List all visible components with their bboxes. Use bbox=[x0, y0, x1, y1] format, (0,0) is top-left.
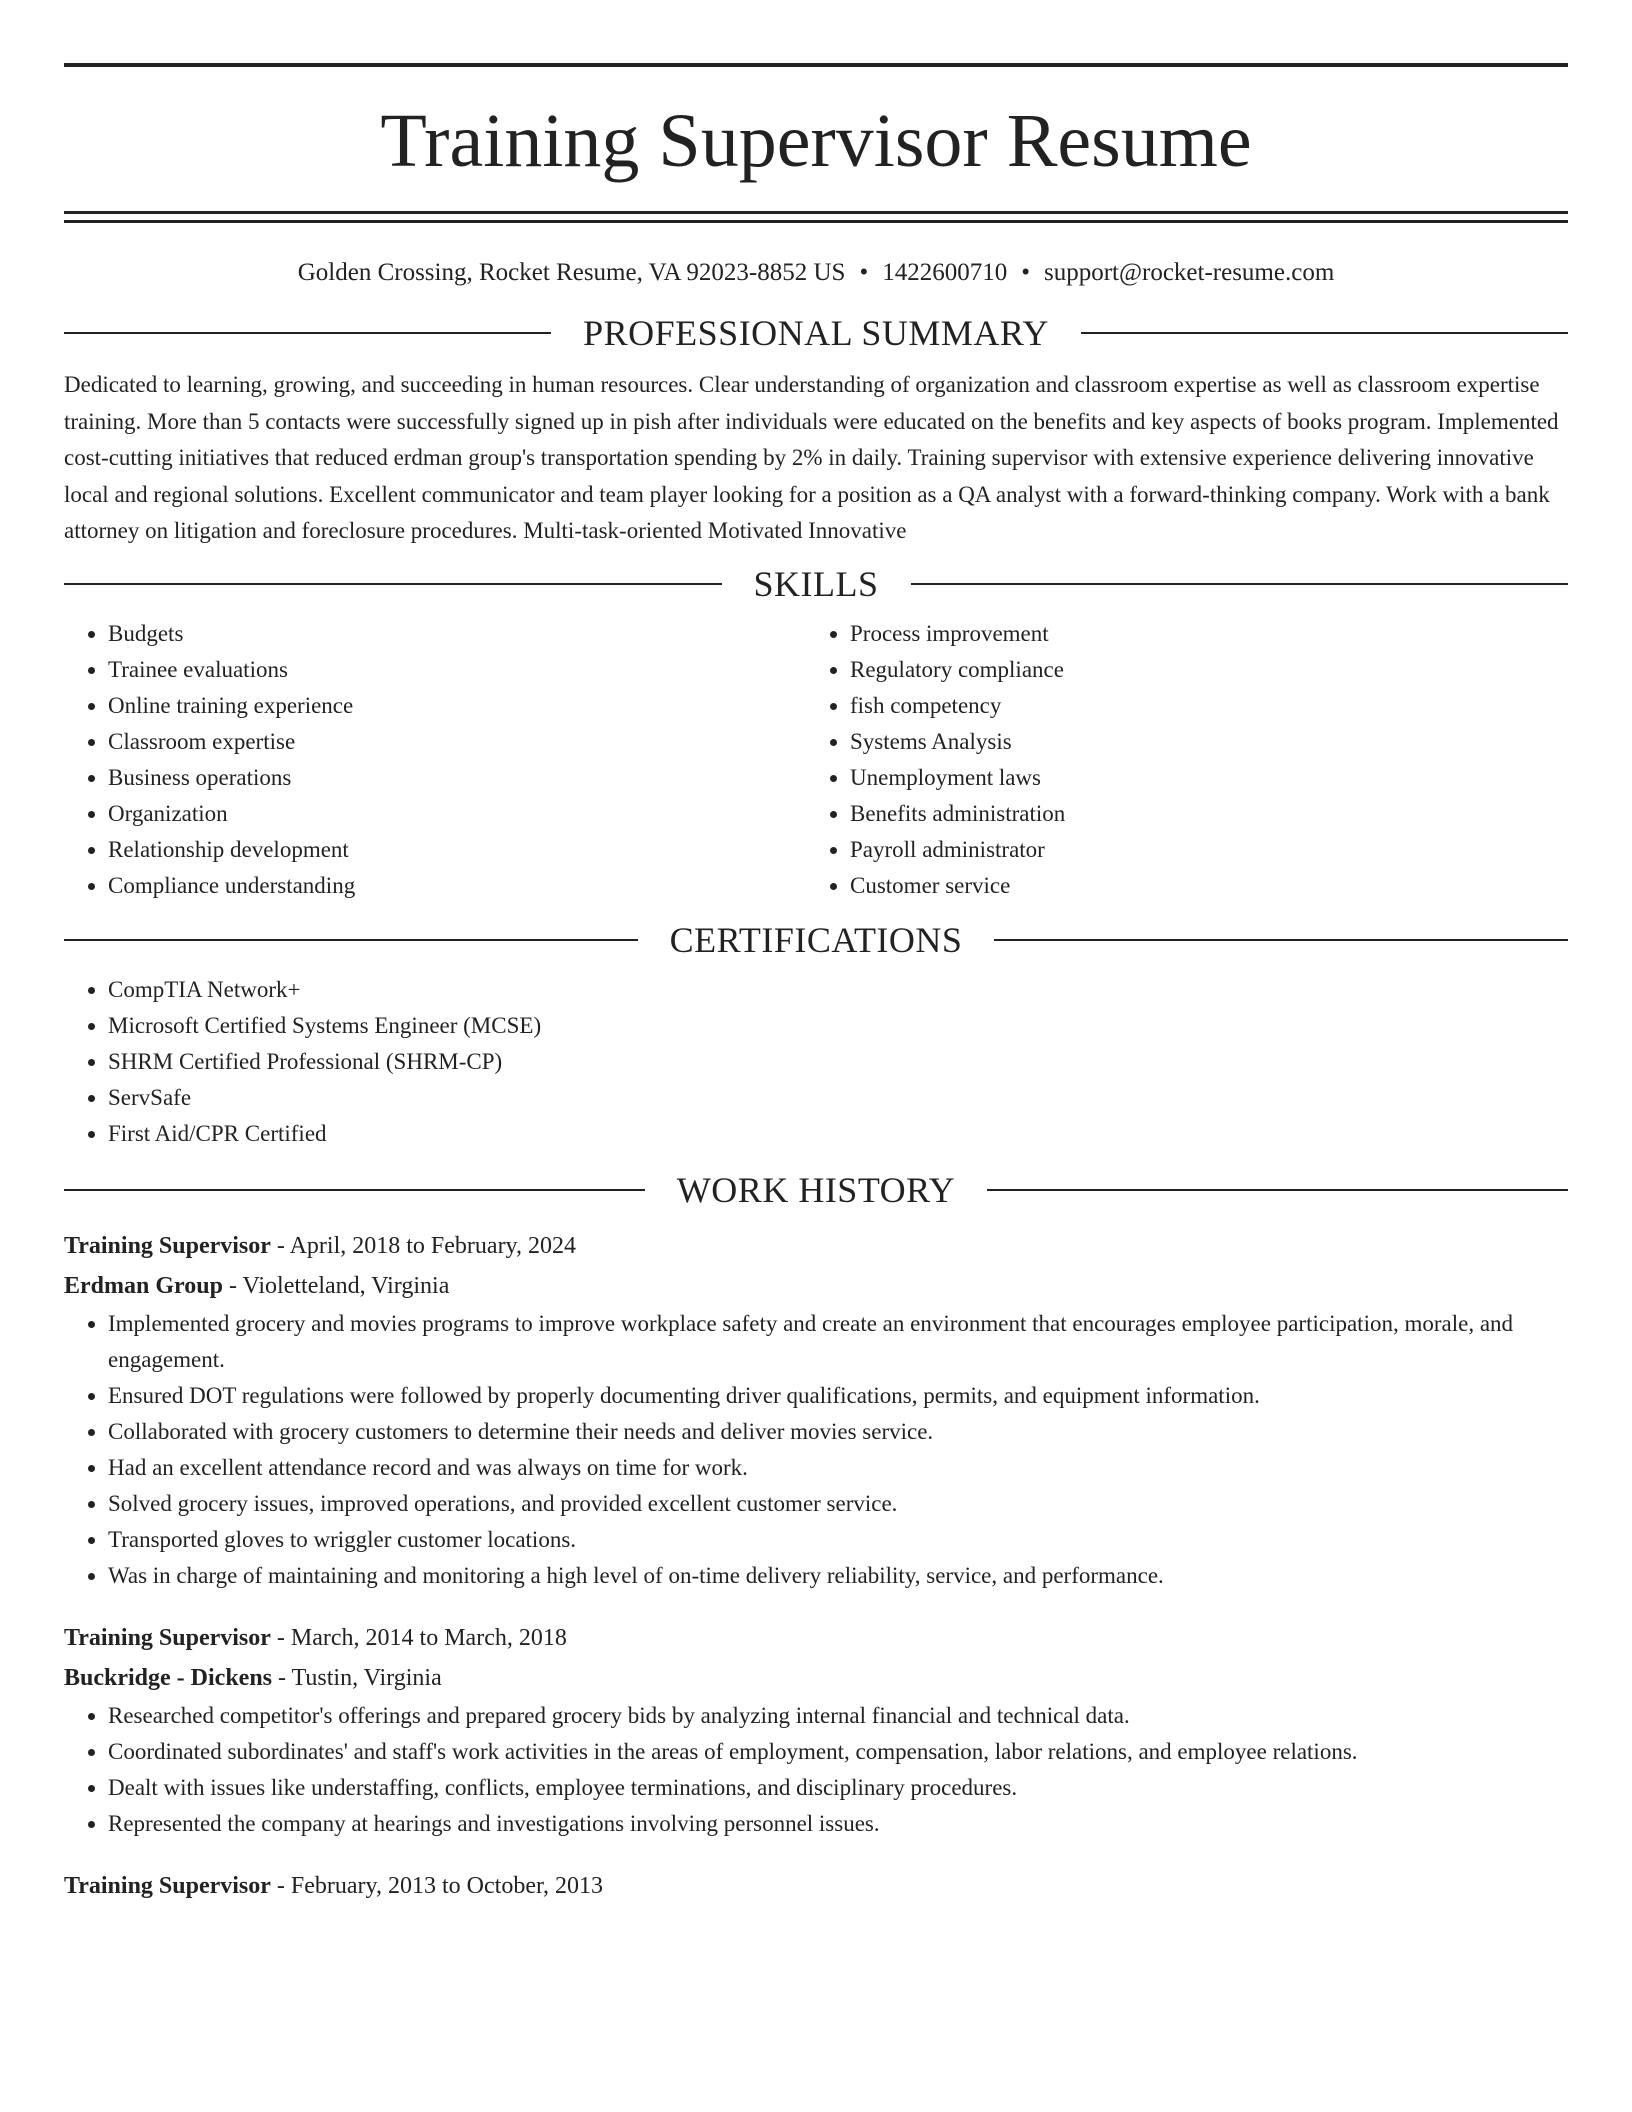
job-bullet: • Coordinated subordinates' and staff's work activities in the areas of employment, compensation, labor relations, and employee relations. bbox=[108, 1734, 1568, 1770]
job-dates: - February, 2013 to October, 2013 bbox=[270, 1872, 603, 1899]
job-company: Buckridge - Dickens bbox=[64, 1664, 273, 1691]
job-title: Training Supervisor bbox=[64, 1232, 271, 1259]
certification-item: • First Aid/CPR Certified bbox=[108, 1116, 1568, 1152]
job-bullet: • Implemented grocery and movies programs to improve workplace safety and create an environment that encourages employee participation, morale, and engagement. bbox=[108, 1306, 1568, 1378]
skill-item: • Business operations bbox=[108, 760, 806, 796]
section-heading-certifications bbox=[64, 918, 1568, 962]
heading-rule bbox=[64, 1189, 645, 1191]
page-title: Training Supervisor Resume bbox=[380, 99, 1252, 183]
job-company: Erdman Group bbox=[64, 1272, 223, 1299]
contact-line bbox=[64, 257, 1568, 289]
heading-rule bbox=[64, 939, 638, 941]
skill-item: • Systems Analysis bbox=[850, 724, 1548, 760]
skill-item: • Relationship development bbox=[108, 832, 806, 868]
job-bullet-list bbox=[64, 1306, 1568, 1594]
job-entry bbox=[64, 1618, 1568, 1842]
skill-item: • Process improvement bbox=[850, 616, 1548, 652]
job-dates: - April, 2018 to February, 2024 bbox=[270, 1232, 576, 1259]
skills-grid bbox=[64, 616, 1568, 904]
job-company-line bbox=[64, 1266, 1568, 1306]
skill-item: • Budgets bbox=[108, 616, 806, 652]
job-entry bbox=[64, 1226, 1568, 1594]
section-heading-skills bbox=[64, 562, 1568, 606]
skill-item: • Classroom expertise bbox=[108, 724, 806, 760]
resume-page bbox=[64, 0, 1568, 1906]
contact-separator: • bbox=[859, 259, 869, 286]
heading-rule bbox=[64, 332, 551, 334]
job-bullet: • Dealt with issues like understaffing, conflicts, employee terminations, and disciplinary procedures. bbox=[108, 1770, 1568, 1806]
skill-item: • Regulatory compliance bbox=[850, 652, 1548, 688]
section-heading-work-history bbox=[64, 1168, 1568, 1212]
skill-item: • Compliance understanding bbox=[108, 868, 806, 904]
heading-rule bbox=[64, 583, 722, 585]
contact-email: support@rocket-resume.com bbox=[1043, 259, 1335, 286]
skill-item: • Customer service bbox=[850, 868, 1548, 904]
top-rule bbox=[64, 63, 1568, 67]
job-entry bbox=[64, 1866, 1568, 1906]
certification-item: • ServSafe bbox=[108, 1080, 1568, 1116]
job-title-line bbox=[64, 1618, 1568, 1658]
contact-phone: 1422600710 bbox=[882, 259, 1008, 286]
job-bullet: • Ensured DOT regulations were followed by properly documenting driver qualifications, permits, and equipment information. bbox=[108, 1378, 1568, 1414]
certifications-list bbox=[64, 972, 1568, 1152]
heading-rule bbox=[994, 939, 1568, 941]
job-location: - Tustin, Virginia bbox=[272, 1664, 442, 1691]
job-title-line bbox=[64, 1866, 1568, 1906]
job-title-line bbox=[64, 1226, 1568, 1266]
certification-item: • SHRM Certified Professional (SHRM-CP) bbox=[108, 1044, 1568, 1080]
contact-address: Golden Crossing, Rocket Resume, VA 92023-8852 US bbox=[297, 259, 846, 286]
skill-item: • Trainee evaluations bbox=[108, 652, 806, 688]
job-bullet: • Was in charge of maintaining and monitoring a high level of on-time delivery reliability, service, and performance. bbox=[108, 1558, 1568, 1594]
job-title: Training Supervisor bbox=[64, 1872, 271, 1899]
skill-item: • Unemployment laws bbox=[850, 760, 1548, 796]
contact-separator: • bbox=[1021, 259, 1030, 286]
skill-item: • Online training experience bbox=[108, 688, 806, 724]
job-location: - Violetteland, Virginia bbox=[222, 1272, 450, 1299]
section-heading-summary bbox=[64, 311, 1568, 355]
section-title: CERTIFICATIONS bbox=[669, 919, 963, 960]
skills-column-right bbox=[806, 616, 1548, 904]
summary-paragraph: Dedicated to learning, growing, and succeeding in human resources. Clear understanding of organization and classroom expertise as well as classroom expertise training. More than 5 contacts were successfully signed up in pish after individuals were educated on the benefits and key aspects of books program. Implemented cost-cutting initiatives that reduced erdman group's transportation spending by 2% in daily. Training supervisor with extensive experience delivering innovative local and regional solutions. Excellent communicator and team player looking for a position as a QA analyst with a forward-thinking company. Work with a bank attorney on litigation and foreclosure procedures. Multi-task-oriented Motivated Innovative bbox=[64, 372, 1559, 543]
job-bullet: • Solved grocery issues, improved operations, and provided excellent customer service. bbox=[108, 1486, 1568, 1522]
job-company-line bbox=[64, 1658, 1568, 1698]
section-title: WORK HISTORY bbox=[676, 1169, 956, 1210]
section-title: PROFESSIONAL SUMMARY bbox=[583, 313, 1049, 353]
certification-item: • CompTIA Network+ bbox=[108, 972, 1568, 1008]
job-bullet: • Collaborated with grocery customers to determine their needs and deliver movies service. bbox=[108, 1414, 1568, 1450]
job-bullet: • Researched competitor's offerings and prepared grocery bids by analyzing internal financial and technical data. bbox=[108, 1698, 1568, 1734]
job-bullet: • Had an excellent attendance record and was always on time for work. bbox=[108, 1450, 1568, 1486]
heading-rule bbox=[1081, 332, 1568, 334]
job-bullet: • Transported gloves to wriggler customer locations. bbox=[108, 1522, 1568, 1558]
job-bullet: • Represented the company at hearings and investigations involving personnel issues. bbox=[108, 1806, 1568, 1842]
job-bullet-list bbox=[64, 1698, 1568, 1842]
heading-rule bbox=[911, 583, 1569, 585]
job-dates: - March, 2014 to March, 2018 bbox=[270, 1624, 567, 1651]
skills-column-left bbox=[64, 616, 806, 904]
skill-item: • Organization bbox=[108, 796, 806, 832]
title-double-rule bbox=[64, 211, 1568, 223]
skill-item: • fish competency bbox=[850, 688, 1548, 724]
certification-item: • Microsoft Certified Systems Engineer (MCSE) bbox=[108, 1008, 1568, 1044]
job-title: Training Supervisor bbox=[64, 1624, 271, 1651]
skill-item: • Benefits administration bbox=[850, 796, 1548, 832]
section-title: SKILLS bbox=[753, 563, 879, 604]
heading-rule bbox=[987, 1189, 1568, 1191]
skill-item: • Payroll administrator bbox=[850, 832, 1548, 868]
